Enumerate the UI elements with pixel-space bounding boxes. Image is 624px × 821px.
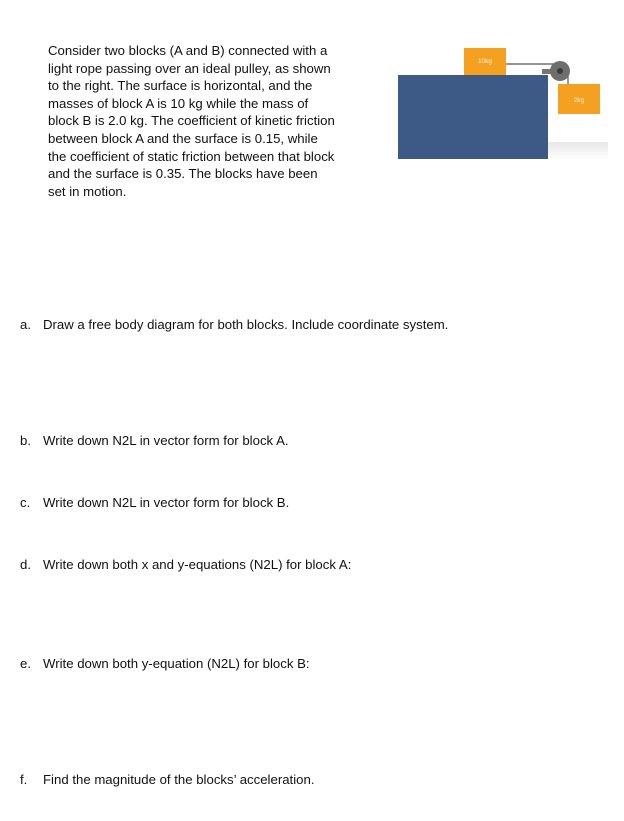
pulley-figure — [396, 42, 608, 162]
question-text: Write down N2L in vector form for block B. — [43, 495, 290, 510]
problem-line: Consider two blocks (A and B) connected with a — [48, 43, 328, 58]
question-text: Write down both y-equation (N2L) for block B: — [43, 656, 310, 671]
problem-line: between block A and the surface is 0.15, while — [48, 130, 318, 146]
pulley-axle — [557, 68, 563, 74]
table — [398, 75, 548, 159]
pulley-diagram — [396, 42, 608, 162]
question-text: Write down N2L in vector form for block A. — [43, 433, 289, 448]
problem-line: light rope passing over an ideal pulley, as shown — [48, 60, 331, 76]
question-letter: f. — [20, 772, 28, 787]
question-letter: a. — [20, 317, 31, 332]
floor-shadow — [546, 142, 608, 160]
problem-line: to the right. The surface is horizontal, and the — [48, 78, 313, 94]
problem-line: masses of block A is 10 kg while the mass of — [48, 95, 309, 111]
question-letter: d. — [20, 557, 31, 572]
question-text: Draw a free body diagram for both blocks. Include coordinate system. — [43, 317, 449, 332]
block-a-label: 10kg — [477, 58, 493, 65]
problem-statement — [48, 42, 368, 200]
question-text: Find the magnitude of the blocks’ acceleration. — [43, 772, 315, 787]
question-text: Write down both x and y-equations (N2L) for block A: — [43, 557, 352, 572]
problem-line: block B is 2.0 kg. The coefficient of kinetic friction — [48, 113, 335, 129]
question-letter: e. — [20, 656, 31, 671]
block-b-label: 2kg — [573, 97, 585, 104]
problem-line: and the surface is 0.35. The blocks have been — [48, 166, 318, 182]
problem-line: set in motion. — [48, 183, 127, 199]
question-letter: c. — [20, 495, 31, 510]
problem-line: the coefficient of static friction between that block — [48, 148, 335, 164]
question-letter: b. — [20, 433, 31, 448]
